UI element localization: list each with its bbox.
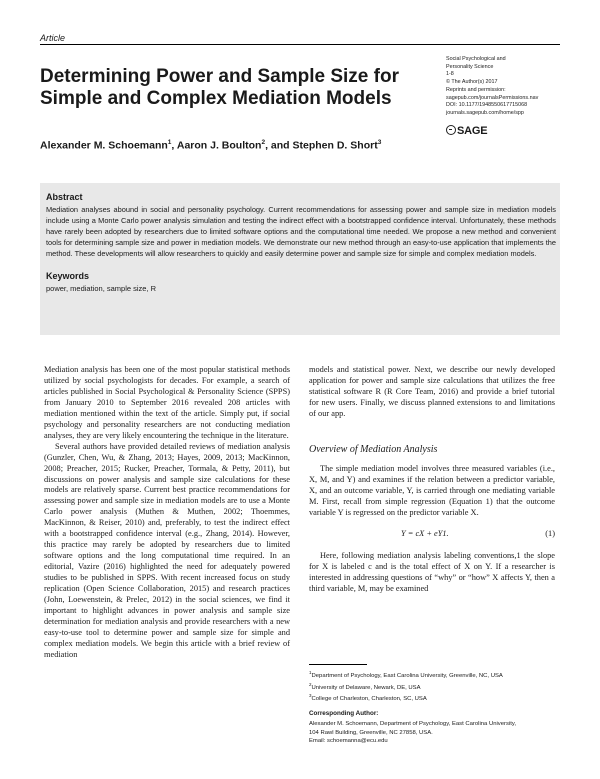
affiliation-line: $^2$University of Delaware, Newark, DE, USA [309, 681, 421, 691]
body-column-left [44, 365, 290, 661]
body-paragraph: Several authors have provided detailed reviews of mediation analysis (Gunzler, Chen, Wu, & Zhang, 2013; Hayes, 2009, 2013; MacKinnon, 2008; Preacher, 2015; Rucker, Preacher, Tormala, & Petty, 2011), but discussions on power analysis and sample size calculations for these models are relatively sparse. Current best practice recommendations for assessing power and sample size in mediation models are to use a Monte Carlo power analysis (Muthen & Muthen, 2002; Thoemmes, MacKinnon, & Reiser, 2010) and, preferably, to test the indirect effect with a bootstrapped confidence interval (e.g., Zhang, 2014). However, this practice may rarely be adopted by researchers due to limited software options and the long computational time required. In an editorial, Vazire (2016) highlighted the need for adequately powered studies to be published in SPPS. With recent increased focus on study replication (Open Science Collaboration, 2015) and research practices (John, Loewenstein, & Prelec, 2012) in the social sciences, we find it important to highlight advances in power analysis and sample size determination for mediation analysis and provide researchers with a new easy-to-use tool to determine power and sample size for simple and complex mediation models. We begin this article with a brief review of mediation [44, 441, 290, 659]
body-paragraph: models and statistical power. Next, we describe our newly developed application for power and sample size calculations that utilizes the free statistical software R (R Core Team, 2016) and provide a brief tutorial for new users. Finally, we discuss planned extensions to and limitations of our app. [309, 365, 555, 418]
body-paragraph: Mediation analysis has been one of the most popular statistical methods utilized by social psychologists for decades. For example, a search of articles published in Social Psychological & Personality Science (SPPS) from January 2010 to September 2016 revealed 208 articles with mediation mentioned within the text of the article. Simply put, if social psychology and personality researchers are not conducting mediation analyses, they are very likely encountering the technique in the literature. [44, 365, 290, 440]
section-heading: Overview of Mediation Analysis [309, 443, 438, 455]
journal-info-line: journals.sagepub.com/home/spp [446, 109, 524, 116]
article-title: Determining Power and Sample Size for Simple and Complex Mediation Models [40, 66, 399, 109]
corresponding-author [309, 720, 516, 746]
journal-info-line: Social Psychological and [446, 56, 506, 62]
sage-logo-icon [446, 125, 456, 135]
abstract-text: Mediation analyses abound in social and personality psychology. Current recommendations for assessing power and sample size in mediation models include using a Monte Carlo power analysis simulation and testing the indirect effect with a bootstrapped confidence interval. Unfortunately, these methods have rarely been adopted by researchers due to limited software options and the computational time needed. We propose a new method and convenient tools for determining sample size and power in mediation models. We demonstrate our new method through an easy-to-use application that implements the method. These developments will allow researchers to quickly and easily determine power and sample size for simple and complex mediation models. [46, 205, 556, 258]
article-label: Article [40, 33, 66, 43]
equation-text: Y = cX + eY1. [401, 529, 449, 539]
journal-info-line: DOI: 10.1177/1948550617715068 [446, 102, 528, 109]
journal-info-line: 1-8 [446, 71, 454, 78]
corresponding-author-line: Alexander M. Schoemann, Department of Psychology, East Carolina University, [309, 721, 517, 727]
journal-info-line: sagepub.com/journalsPermissions.nav [446, 94, 539, 101]
keywords-heading: Keywords [46, 270, 90, 281]
affiliation-line: $^3$College of Charleston, Charleston, SC, USA [309, 693, 427, 703]
abstract-box [40, 183, 560, 335]
journal-info-line: Reprints and permission: [446, 86, 506, 93]
affiliation-line: $^1$Department of Psychology, East Carolina University, Greenville, NC, USA [309, 670, 503, 679]
body-paragraph: Here, following mediation analysis labeling conventions,1 the slope for X is labeled c and is the total effect of X on Y. If a researcher is interested in addressing questions of “why” or “how” X affects Y, then a third variable, M, may be examined [309, 551, 555, 594]
corresponding-author-line: 104 Rawl Building, Greenville, NC 27858, USA. [309, 729, 433, 736]
author-list: Alexander M. Schoemann$^1$, Aaron J. Boulton$^2$, and Stephen D. Short$^3$ [40, 139, 382, 152]
equation [309, 529, 555, 545]
corresponding-author-heading: Corresponding Author: [309, 710, 379, 717]
equation-number: (1) [545, 529, 555, 539]
author-name: Aaron J. Boulton [176, 139, 262, 152]
corresponding-author-line: Email: schoemanna@ecu.edu [309, 738, 388, 745]
footnote-rule [309, 664, 367, 665]
keywords-text: power, mediation, sample size, R [46, 283, 157, 293]
abstract-heading: Abstract [46, 192, 83, 202]
sage-logo-text: SAGE [457, 125, 488, 137]
header-rule [40, 44, 560, 45]
journal-info-line: © The Author(s) 2017 [446, 79, 498, 86]
body-column-right [309, 365, 555, 595]
author-name: Stephen D. Short [292, 139, 378, 152]
author-affiliation-mark: 2 [261, 139, 266, 146]
journal-info [446, 56, 571, 118]
author-affiliation-mark: 3 [377, 139, 382, 146]
journal-info-line: Personality Science [446, 63, 494, 70]
sage-logo [446, 125, 487, 137]
author-affiliation-mark: 1 [167, 139, 172, 146]
body-paragraph: The simple mediation model involves three measured variables (i.e., X, M, and Y) and examines if the relation between a predictor variable, X, and an outcome variable, Y, is carried through one mediating variable M. First, recall from simple regression (Equation 1) that the outcome variable Y is regressed on the predictor variable X. [309, 463, 555, 517]
affiliations [309, 669, 559, 704]
author-name: Alexander M. Schoemann [40, 139, 168, 152]
